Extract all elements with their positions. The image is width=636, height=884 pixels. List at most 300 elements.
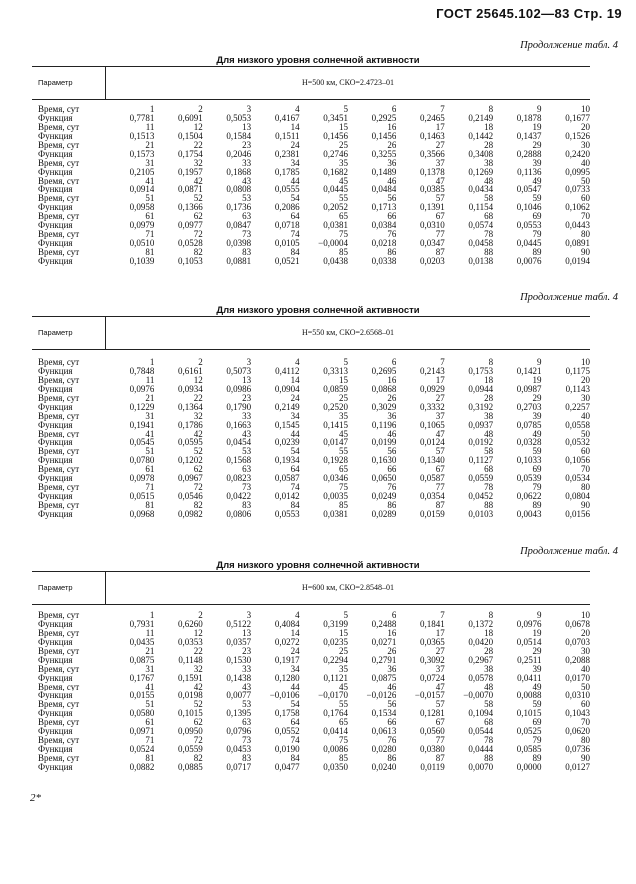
table-cell: 0,0560 <box>419 727 445 737</box>
table-cell: 27 <box>435 646 445 656</box>
table-cell: 84 <box>290 501 300 510</box>
table-cell: 18 <box>484 628 494 638</box>
table-cell: 76 <box>387 736 397 746</box>
row-label: Время, сут <box>38 248 80 257</box>
table-cell: 63 <box>242 465 252 475</box>
table-cell: 64 <box>290 212 300 222</box>
row-label: Функция <box>38 509 73 519</box>
table-cell: 0,0871 <box>178 185 203 195</box>
table-cell: 58 <box>484 700 494 710</box>
table-cell: 0,1136 <box>517 167 542 177</box>
table-cell: 0,0958 <box>129 203 155 213</box>
table-cell: 0,1878 <box>516 113 542 123</box>
table-row <box>32 691 590 700</box>
table-cell: 0,1196 <box>371 420 397 430</box>
table-cell: 0,0414 <box>323 727 348 737</box>
row-label: Функция <box>38 474 73 484</box>
table-cell: 45 <box>338 429 348 439</box>
table-cell: 78 <box>484 483 494 493</box>
table-cell: 1 <box>149 105 155 114</box>
table-cell: 0,0986 <box>226 384 252 394</box>
table-cell: 40 <box>581 158 590 168</box>
table-cell: 0,0203 <box>419 256 445 266</box>
table-cell: 2 <box>198 611 203 620</box>
table-cell: 0,2046 <box>226 149 252 159</box>
table-cell: 34 <box>290 664 300 674</box>
table-cell: 72 <box>193 230 203 240</box>
table-cell: 41 <box>145 429 155 439</box>
param-label: Параметр <box>32 317 106 349</box>
table-cell: 22 <box>193 393 203 403</box>
table-cell: 2 <box>198 105 203 114</box>
table-cell: 0,2105 <box>129 167 155 177</box>
table-row <box>32 257 590 266</box>
row-label: Функция <box>38 239 73 248</box>
table-cell: 0,1366 <box>178 203 203 213</box>
data-table <box>32 611 590 772</box>
table-header <box>32 66 590 100</box>
table-cell: 10 <box>581 358 590 367</box>
table-cell: 0,0678 <box>565 619 590 629</box>
table-cell: 6 <box>391 105 397 114</box>
table-cell: 34 <box>290 411 300 421</box>
table-row <box>32 150 590 159</box>
table-cell: 22 <box>193 646 203 656</box>
table-cell: 0,0119 <box>420 762 445 772</box>
table-row <box>32 647 590 656</box>
table-cell: 77 <box>435 736 445 746</box>
table-cell: 75 <box>338 736 348 746</box>
table-cell: 0,0346 <box>323 474 348 484</box>
table-cell: 71 <box>145 230 155 240</box>
table-cell: 42 <box>193 176 203 186</box>
table-cell: 89 <box>532 754 542 763</box>
row-label: Время, сут <box>38 176 80 186</box>
table-header <box>32 571 590 605</box>
table-cell: 0,0534 <box>565 474 590 484</box>
row-label: Функция <box>38 492 73 501</box>
table-cell: 29 <box>532 140 542 150</box>
table-cell: 84 <box>290 248 300 257</box>
table-cell: 0,0545 <box>129 438 155 448</box>
table-cell: 0,0365 <box>419 637 445 647</box>
row-label: Функция <box>38 438 73 448</box>
table-cell: 78 <box>484 736 494 746</box>
table-cell: 0,0882 <box>129 762 155 772</box>
table-cell: 76 <box>387 230 397 240</box>
table-cell: 11 <box>145 122 155 132</box>
table-cell: 29 <box>532 393 542 403</box>
table-cell: 0,0875 <box>371 673 397 683</box>
table-cell: 30 <box>581 646 590 656</box>
table-cell: 54 <box>290 194 300 204</box>
table-cell: 18 <box>484 122 494 132</box>
table-cell: 0,2381 <box>274 149 300 159</box>
row-label: Время, сут <box>38 736 80 746</box>
table-row <box>32 611 590 620</box>
table-cell: 0,1127 <box>468 456 494 466</box>
table-cell: 73 <box>242 230 252 240</box>
table-cell: 22 <box>193 140 203 150</box>
table-cell: 1 <box>149 358 155 367</box>
altitude-sko-header: H=600 км, СКО=2.8548–01 <box>302 583 394 592</box>
table-row <box>32 141 590 150</box>
table-row <box>32 447 590 456</box>
table-cell: 0,2052 <box>323 203 348 213</box>
table-cell: 0,0587 <box>419 474 445 484</box>
table-cell: 41 <box>145 682 155 692</box>
table-cell: 26 <box>387 393 397 403</box>
table-cell: 5 <box>343 358 348 367</box>
table-cell: 0,1534 <box>371 709 397 719</box>
footer-mark: 2* <box>30 792 41 804</box>
table-cell: 0,0785 <box>516 420 542 430</box>
table-cell: 85 <box>338 248 348 257</box>
continuation-note: Продолжение табл. 4 <box>520 292 618 303</box>
table-cell: 16 <box>387 375 397 385</box>
table-cell: 0,0381 <box>323 509 348 519</box>
table-cell: 15 <box>338 375 348 385</box>
table-cell: 0,1148 <box>178 655 203 665</box>
table-cell: 0,0559 <box>468 474 494 484</box>
table-cell: 79 <box>532 736 542 746</box>
table-cell: 0,1229 <box>129 402 155 412</box>
table-cell: 4 <box>295 105 300 114</box>
table-cell: 61 <box>145 465 155 475</box>
table-cell: 70 <box>581 718 590 728</box>
row-label: Время, сут <box>38 212 80 222</box>
table-cell: 42 <box>193 429 203 439</box>
table-cell: 38 <box>484 664 494 674</box>
table-cell: 0,0454 <box>226 438 252 448</box>
table-cell: 0,0546 <box>178 492 203 501</box>
table-cell: 82 <box>193 501 203 510</box>
altitude-sko-header: H=550 км, СКО=2.6568–01 <box>302 328 394 337</box>
row-label: Функция <box>38 185 73 195</box>
table-cell: 4 <box>295 358 300 367</box>
table-cell: 0,0434 <box>468 185 494 195</box>
table-cell: 0,1154 <box>468 203 494 213</box>
continuation-note: Продолжение табл. 4 <box>520 40 618 51</box>
table-row <box>32 718 590 727</box>
table-cell: 26 <box>387 140 397 150</box>
table-cell: 0,0524 <box>129 745 155 754</box>
table-row <box>32 683 590 692</box>
table-cell: 0,0310 <box>419 221 445 231</box>
row-label: Функция <box>38 745 73 754</box>
table-row <box>32 510 590 519</box>
table-row <box>32 745 590 754</box>
table-cell: 0,1364 <box>178 402 203 412</box>
table-cell: 65 <box>338 718 348 728</box>
table-cell: 65 <box>338 212 348 222</box>
table-cell: 0,0452 <box>468 492 494 501</box>
table-cell: 0,1545 <box>274 420 300 430</box>
table-cell: 57 <box>435 447 445 457</box>
table-cell: 0,1094 <box>468 709 494 719</box>
table-cell: 61 <box>145 718 155 728</box>
table-cell: 63 <box>242 212 252 222</box>
table-cell: 0,2149 <box>274 402 300 412</box>
table-cell: −0,0004 <box>318 239 348 248</box>
table-cell: 0,0271 <box>371 637 397 647</box>
table-row <box>32 483 590 492</box>
table-cell: 0,0218 <box>371 239 397 248</box>
table-cell: 54 <box>290 447 300 457</box>
row-label: Время, сут <box>38 194 80 204</box>
table-cell: 88 <box>484 754 494 763</box>
table-cell: 0,1340 <box>419 456 445 466</box>
table-cell: 58 <box>484 194 494 204</box>
table-row <box>32 132 590 141</box>
table-cell: 55 <box>338 700 348 710</box>
table-cell: 0,1062 <box>565 203 590 213</box>
table-cell: 0,0937 <box>468 420 494 430</box>
row-label: Функция <box>38 727 73 737</box>
table-cell: 0,0823 <box>226 474 252 484</box>
table-cell: 0,0650 <box>371 474 397 484</box>
table-cell: 3 <box>246 105 252 114</box>
table-cell: 0,0885 <box>178 762 203 772</box>
table-cell: 0,1767 <box>129 673 155 683</box>
table-cell: 50 <box>581 429 590 439</box>
table-cell: 64 <box>290 465 300 475</box>
table-cell: 0,3255 <box>371 149 397 159</box>
table-row <box>32 230 590 239</box>
table-cell: 0,0875 <box>129 655 155 665</box>
table-cell: 0,4167 <box>274 113 300 123</box>
table-cell: 0,6091 <box>178 113 203 123</box>
table-cell: 37 <box>435 158 445 168</box>
table-cell: 48 <box>484 176 494 186</box>
table-cell: 28 <box>484 140 494 150</box>
table-cell: 30 <box>581 140 590 150</box>
table-cell: 0,1143 <box>565 384 590 394</box>
table-cell: 0,1046 <box>516 203 542 213</box>
table-cell: 0,1785 <box>274 167 300 177</box>
table-cell: 0,0357 <box>226 637 252 647</box>
table-cell: 68 <box>484 718 494 728</box>
table-cell: 15 <box>338 628 348 638</box>
row-label: Время, сут <box>38 411 80 421</box>
table-cell: 0,0622 <box>516 492 542 501</box>
table-cell: 36 <box>387 664 397 674</box>
table-cell: 5 <box>343 105 348 114</box>
row-label: Время, сут <box>38 375 80 385</box>
table-row <box>32 763 590 772</box>
table-cell: 0,0806 <box>226 509 252 519</box>
table-cell: 0,1442 <box>468 131 494 141</box>
table-cell: 69 <box>532 465 542 475</box>
table-cell: 12 <box>193 628 203 638</box>
table-cell: 16 <box>387 628 397 638</box>
table-cell: 75 <box>338 230 348 240</box>
table-cell: 0,0435 <box>129 637 155 647</box>
table-cell: 73 <box>242 736 252 746</box>
table-cell: 0,2143 <box>419 366 445 376</box>
table-cell: 21 <box>145 140 155 150</box>
table-cell: 6 <box>391 611 397 620</box>
table-cell: 12 <box>193 375 203 385</box>
table-row <box>32 465 590 474</box>
table-cell: 0,7848 <box>129 366 155 376</box>
table-cell: 0,0968 <box>129 509 155 519</box>
table-cell: 0,1056 <box>565 456 590 466</box>
table-row <box>32 456 590 465</box>
table-cell: 33 <box>242 158 252 168</box>
table-cell: 0,1790 <box>226 402 252 412</box>
table-cell: 0,1753 <box>468 366 494 376</box>
table-row <box>32 403 590 412</box>
table-cell: 51 <box>145 700 155 710</box>
row-label: Функция <box>38 384 73 394</box>
row-label: Функция <box>38 113 73 123</box>
table-cell: 0,2925 <box>371 113 397 123</box>
table-cell: 0,0613 <box>371 727 397 737</box>
table-cell: 0,0515 <box>129 492 155 501</box>
table-row <box>32 194 590 203</box>
row-label: Функция <box>38 637 73 647</box>
table-cell: 0,0328 <box>516 438 542 448</box>
table-cell: 0,3029 <box>371 402 397 412</box>
table-cell: 0,0904 <box>274 384 300 394</box>
table-cell: 16 <box>387 122 397 132</box>
table-cell: 68 <box>484 212 494 222</box>
table-cell: 45 <box>338 176 348 186</box>
table-cell: 0,2465 <box>419 113 445 123</box>
table-cell: 0,0976 <box>129 384 155 394</box>
table-cell: 0,1175 <box>565 366 590 376</box>
table-row <box>32 168 590 177</box>
table-cell: 0,0539 <box>516 474 542 484</box>
table-row <box>32 385 590 394</box>
table-cell: 74 <box>290 230 300 240</box>
table-cell: 48 <box>484 429 494 439</box>
table-row <box>32 367 590 376</box>
table-cell: 53 <box>242 700 252 710</box>
table-row <box>32 629 590 638</box>
table-cell: 0,0458 <box>468 239 494 248</box>
table-cell: −0,0170 <box>318 691 348 701</box>
table-cell: 0,0280 <box>371 745 397 754</box>
table-cell: 0,1372 <box>468 619 494 629</box>
table-cell: 0,0929 <box>419 384 445 394</box>
table-cell: 6 <box>391 358 397 367</box>
table-cell: 43 <box>242 682 252 692</box>
table-cell: 0,1941 <box>129 420 155 430</box>
table-cell: 0,0859 <box>323 384 348 394</box>
table-cell: 0,1415 <box>323 420 348 430</box>
table-cell: 0,0272 <box>274 637 300 647</box>
table-cell: 0,1121 <box>323 673 348 683</box>
table-cell: 0,0438 <box>323 256 348 266</box>
table-cell: 19 <box>532 375 542 385</box>
table-cell: 85 <box>338 754 348 763</box>
table-cell: 0,3408 <box>468 149 494 159</box>
table-cell: 0,0156 <box>565 509 590 519</box>
table-cell: 0,1043 <box>565 709 590 719</box>
table-cell: 0,0559 <box>178 745 203 754</box>
table-row <box>32 674 590 683</box>
table-cell: 19 <box>532 628 542 638</box>
table-cell: 0,1456 <box>371 131 397 141</box>
table-cell: 31 <box>145 411 155 421</box>
table-cell: 42 <box>193 682 203 692</box>
table-cell: 0,2511 <box>517 655 542 665</box>
table-cell: 81 <box>145 501 155 510</box>
table-cell: 32 <box>193 411 203 421</box>
table-cell: 0,2294 <box>323 655 348 665</box>
altitude-sko-header: H=500 км, СКО=2.4723–01 <box>302 78 394 87</box>
table-cell: 0,1202 <box>178 456 203 466</box>
table-cell: 53 <box>242 447 252 457</box>
table-cell: 0,0808 <box>226 185 252 195</box>
table-cell: 52 <box>193 700 203 710</box>
table-cell: 3 <box>246 611 252 620</box>
data-table <box>32 358 590 519</box>
row-label: Функция <box>38 203 73 213</box>
table-cell: 15 <box>338 122 348 132</box>
table-cell: 69 <box>532 718 542 728</box>
table-cell: 67 <box>435 718 445 728</box>
table-cell: 7 <box>440 105 445 114</box>
row-label: Время, сут <box>38 105 80 114</box>
table-cell: 47 <box>435 176 445 186</box>
table-cell: 0,3199 <box>323 619 348 629</box>
table-cell: 74 <box>290 483 300 493</box>
table-cell: 14 <box>290 122 300 132</box>
table-row <box>32 239 590 248</box>
table-cell: 0,0445 <box>516 239 542 248</box>
continuation-note: Продолжение табл. 4 <box>520 546 618 557</box>
table-cell: 0,1489 <box>371 167 397 177</box>
table-cell: 88 <box>484 501 494 510</box>
table-cell: 13 <box>242 628 252 638</box>
table-cell: 0,0385 <box>419 185 445 195</box>
table-cell: 86 <box>387 248 397 257</box>
table-cell: 5 <box>343 611 348 620</box>
table-cell: 27 <box>435 393 445 403</box>
row-label: Функция <box>38 762 73 772</box>
table-cell: 0,2488 <box>371 619 397 629</box>
table-cell: 0,0555 <box>274 185 300 195</box>
table-cell: 0,1513 <box>129 131 155 141</box>
table-cell: 41 <box>145 176 155 186</box>
table-cell: 0,0043 <box>516 509 542 519</box>
table-cell: 0,2746 <box>323 149 348 159</box>
table-cell: 77 <box>435 230 445 240</box>
table-cell: 0,1033 <box>516 456 542 466</box>
table-cell: 46 <box>387 176 397 186</box>
table-cell: 35 <box>338 411 348 421</box>
table-cell: 71 <box>145 483 155 493</box>
table-row <box>32 421 590 430</box>
table-cell: 46 <box>387 682 397 692</box>
table-cell: 0,2257 <box>565 402 590 412</box>
row-label: Время, сут <box>38 122 80 132</box>
table-row <box>32 105 590 114</box>
table-cell: 85 <box>338 501 348 510</box>
table-cell: 0,1039 <box>129 256 155 266</box>
table-cell: 0,1281 <box>419 709 445 719</box>
table-cell: 69 <box>532 212 542 222</box>
table-cell: 0,0138 <box>468 256 494 266</box>
table-row <box>32 501 590 510</box>
table-cell: 0,1395 <box>226 709 252 719</box>
table-cell: 56 <box>387 194 397 204</box>
row-label: Время, сут <box>38 611 80 620</box>
row-label: Функция <box>38 167 73 177</box>
